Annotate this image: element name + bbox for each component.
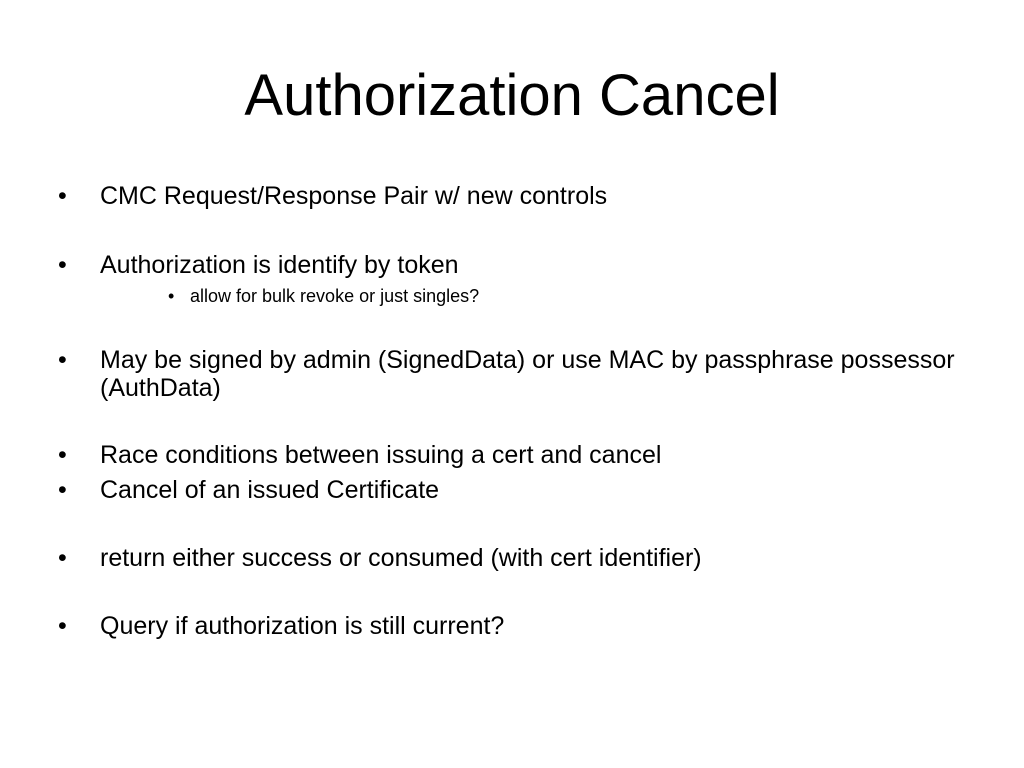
bullet-item	[58, 251, 958, 279]
bullet-text: Cancel of an issued Certificate	[100, 476, 440, 504]
slide-title: Authorization Cancel	[244, 63, 780, 128]
bullet-dot: •	[58, 476, 67, 504]
bullet-item	[58, 182, 958, 210]
bullet-item	[58, 544, 958, 572]
bullet-dot: •	[58, 346, 67, 374]
bullet-dot: •	[58, 544, 67, 572]
bullet-item	[58, 346, 958, 402]
bullet-dot: •	[58, 182, 67, 210]
sub-bullet-text: allow for bulk revoke or just singles?	[190, 286, 480, 306]
bullet-dot: •	[58, 612, 67, 640]
bullet-text: May be signed by admin (SignedData) or use MAC by passphrase possessor (AuthData)	[100, 346, 955, 402]
sub-bullet-item	[168, 285, 868, 307]
bullet-text: Race conditions between issuing a cert and cancel	[100, 441, 662, 469]
bullet-item	[58, 476, 958, 504]
sub-bullet-dot: •	[168, 286, 175, 306]
bullet-item	[58, 612, 958, 640]
bullet-item	[58, 441, 958, 469]
bullet-text: Query if authorization is still current?	[100, 612, 505, 640]
bullet-text: Authorization is identify by token	[100, 251, 459, 279]
bullet-dot: •	[58, 251, 67, 279]
bullet-dot: •	[58, 441, 67, 469]
bullet-text: return either success or consumed (with cert identifier)	[100, 544, 702, 572]
bullet-text: CMC Request/Response Pair w/ new controls	[100, 182, 608, 210]
